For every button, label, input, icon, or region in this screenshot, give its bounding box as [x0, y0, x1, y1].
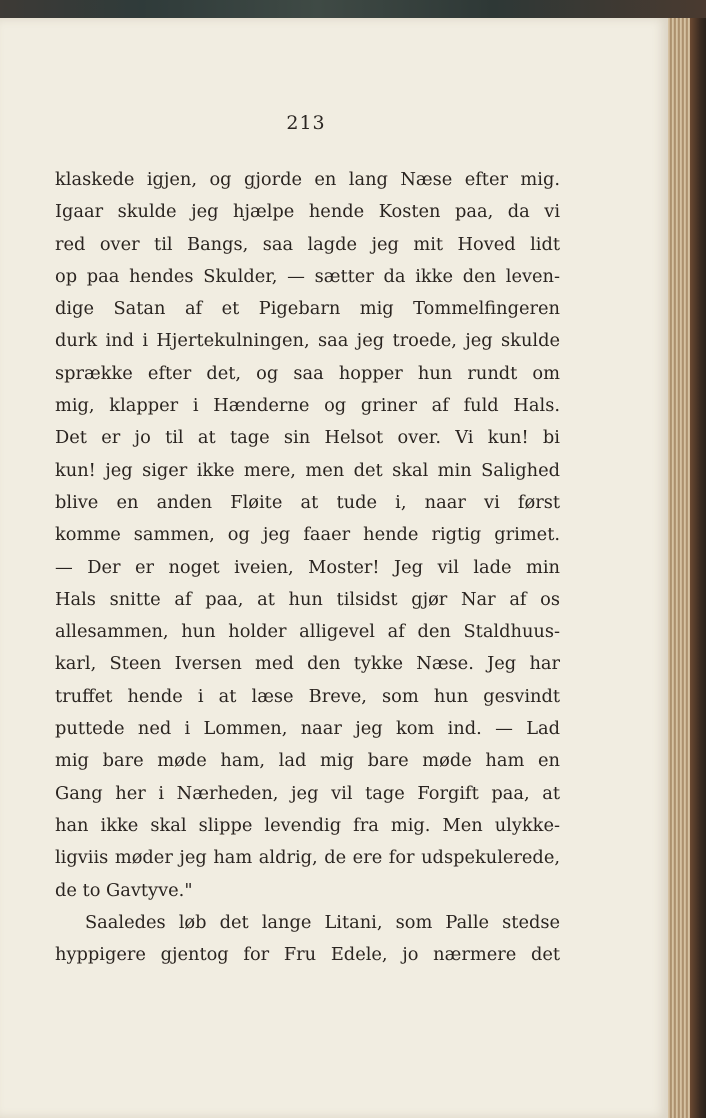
text-line: komme sammen, og jeg faaer hende rigtig grimet.: [55, 524, 560, 546]
text-line: mig bare møde ham, lad mig bare møde ham en: [55, 750, 560, 772]
text-line: Saaledes løb det lange Litani, som Palle stedse: [85, 911, 560, 933]
text-line: red over til Bangs, saa lagde jeg mit Hoved lidt: [55, 233, 560, 255]
page-number: 213: [286, 112, 326, 134]
text-line: Hals snitte af paa, at hun tilsidst gjør Nar af os: [55, 588, 560, 610]
text-line: dige Satan af et Pigebarn mig Tommelfingeren: [55, 298, 560, 320]
text-line: durk ind i Hjertekulningen, saa jeg troede, jeg skulde: [55, 330, 560, 352]
text-line: ligviis møder jeg ham aldrig, de ere for udspekulerede,: [55, 847, 560, 869]
text-line: Det er jo til at tage sin Helsot over. Vi kun! bi: [55, 427, 560, 449]
text-line: mig, klapper i Hænderne og griner af fuld Hals.: [55, 395, 560, 417]
text-line: klaskede igjen, og gjorde en lang Næse efter mig.: [55, 169, 560, 190]
text-line: truffet hende i at læse Breve, som hun gesvindt: [55, 685, 560, 707]
text-line: Igaar skulde jeg hjælpe hende Kosten paa, da vi: [55, 201, 560, 223]
text-line: han ikke skal slippe levendig fra mig. Men ulykke-: [55, 814, 560, 836]
text-line: op paa hendes Skulder, — sætter da ikke den leven-: [55, 265, 560, 287]
text-line: kun! jeg siger ikke mere, men det skal min Salighed: [55, 459, 560, 481]
body-text: [55, 164, 560, 971]
book-cover-edge: [690, 18, 706, 1118]
text-line: de to Gavtyve.": [55, 879, 193, 901]
text-line: puttede ned i Lommen, naar jeg kom ind. — Lad: [55, 718, 560, 740]
text-line: allesammen, hun holder alligevel af den Staldhuus-: [55, 621, 560, 643]
text-line: hyppigere gjentog for Fru Edele, jo nærmere det: [55, 944, 560, 966]
text-line: blive en anden Fløite at tude i, naar vi først: [55, 491, 560, 513]
text-line: sprække efter det, og saa hopper hun rundt om: [55, 362, 560, 384]
text-line: Gang her i Nærheden, jeg vil tage Forgift paa, at: [55, 782, 560, 804]
text-line: — Der er noget iveien, Moster! Jeg vil lade min: [55, 556, 560, 578]
text-line: karl, Steen Iversen med den tykke Næse. Jeg har: [55, 653, 560, 675]
